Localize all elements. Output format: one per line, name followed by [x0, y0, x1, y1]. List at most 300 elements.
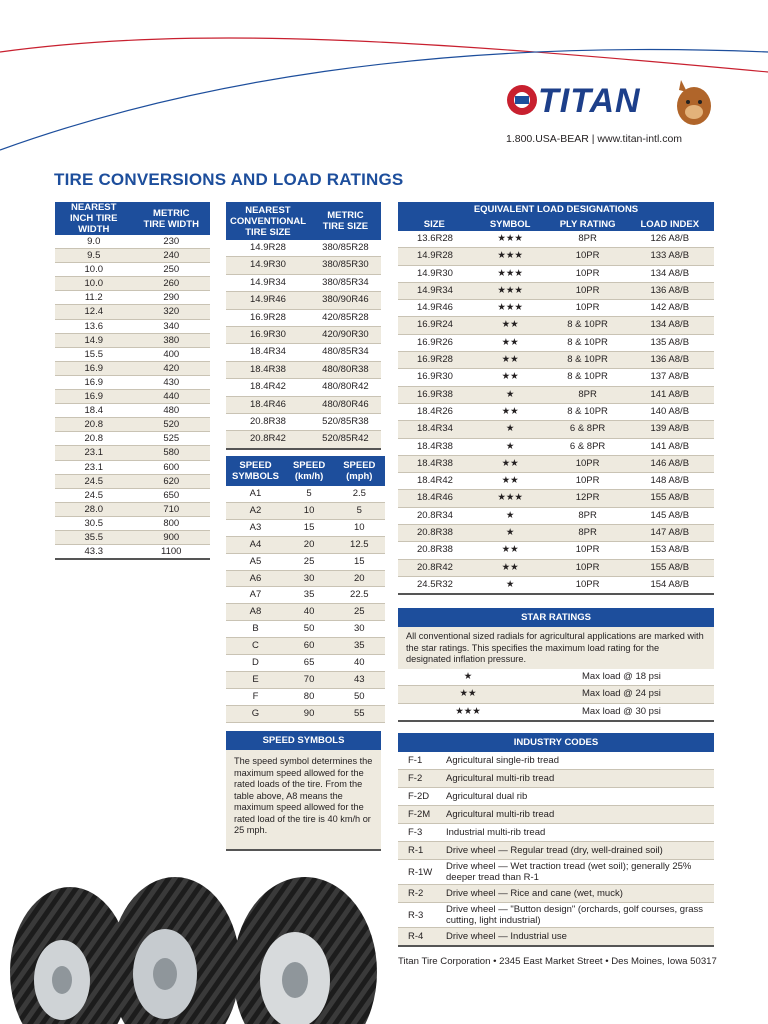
- table-cell: Max load @ 30 psi: [538, 703, 714, 721]
- table-row: [398, 421, 714, 438]
- table-cell: 22.5: [333, 587, 385, 604]
- table-cell: 50: [285, 621, 333, 638]
- table-cell: 30: [285, 570, 333, 587]
- table-cell: 18.4R34: [398, 421, 471, 438]
- table-cell: 20.8R38: [398, 525, 471, 542]
- table-cell: D: [226, 655, 285, 672]
- table-cell: 10PR: [550, 559, 626, 576]
- table-cell: 16.9R26: [398, 334, 471, 351]
- table-cell: 145 A8/B: [626, 507, 715, 524]
- table-row: [226, 519, 385, 536]
- table-cell: 14.9R30: [226, 257, 310, 274]
- table-row: [398, 525, 714, 542]
- table-cell: 20.8R42: [398, 559, 471, 576]
- table-cell: 10: [333, 519, 385, 536]
- table-cell: 43: [333, 671, 385, 688]
- table-cell: 260: [133, 277, 211, 291]
- table-row: [398, 559, 714, 576]
- table-cell: 10PR: [550, 248, 626, 265]
- table-row: [226, 536, 385, 553]
- table-cell: 8 & 10PR: [550, 334, 626, 351]
- table-cell: 136 A8/B: [626, 352, 715, 369]
- table-row: [226, 240, 381, 257]
- table-cell: 430: [133, 375, 211, 389]
- table-row: [398, 282, 714, 299]
- table-row: [398, 473, 714, 490]
- column-header: SPEED (km/h): [285, 456, 333, 486]
- table-cell: 155 A8/B: [626, 559, 715, 576]
- table-row: [55, 319, 210, 333]
- table-cell: 155 A8/B: [626, 490, 715, 507]
- table-row: [55, 361, 210, 375]
- industry-codes-table: [398, 752, 714, 947]
- table-row: [55, 249, 210, 263]
- table-cell: 525: [133, 432, 211, 446]
- table-cell: ★★★: [471, 231, 550, 248]
- table-cell: 520/85R38: [310, 414, 381, 431]
- table-cell: ★: [471, 576, 550, 594]
- table-cell: ★★★: [471, 490, 550, 507]
- table-cell: 8 & 10PR: [550, 317, 626, 334]
- tire-width-table: [55, 202, 210, 560]
- table-cell: 18.4R46: [398, 490, 471, 507]
- load-table-super-header: EQUIVALENT LOAD DESIGNATIONS: [398, 202, 714, 217]
- table-row: [226, 379, 381, 396]
- table-row: [398, 248, 714, 265]
- table-cell: ★★: [471, 352, 550, 369]
- table-cell: F-2M: [398, 806, 446, 824]
- table-cell: 420/90R30: [310, 327, 381, 344]
- table-cell: 710: [133, 502, 211, 516]
- table-row: [398, 703, 714, 721]
- table-cell: 16.9R30: [226, 327, 310, 344]
- table-cell: 380/85R30: [310, 257, 381, 274]
- contact-info: 1.800.USA-BEAR | www.titan-intl.com: [506, 133, 683, 145]
- table-row: [398, 903, 714, 928]
- table-cell: 290: [133, 291, 211, 305]
- table-cell: 18.4R46: [226, 396, 310, 413]
- table-cell: ★★: [471, 542, 550, 559]
- table-cell: ★★★: [471, 265, 550, 282]
- table-cell: 600: [133, 460, 211, 474]
- table-row: [226, 309, 381, 326]
- table-cell: 250: [133, 263, 211, 277]
- table-cell: Max load @ 18 psi: [538, 669, 714, 686]
- table-cell: 24.5R32: [398, 576, 471, 594]
- table-row: [398, 752, 714, 770]
- table-cell: 153 A8/B: [626, 542, 715, 559]
- table-cell: 8 & 10PR: [550, 369, 626, 386]
- table-cell: 420/85R28: [310, 309, 381, 326]
- table-cell: 135 A8/B: [626, 334, 715, 351]
- table-cell: 126 A8/B: [626, 231, 715, 248]
- table-cell: ★★: [398, 686, 538, 703]
- table-cell: 146 A8/B: [626, 455, 715, 472]
- table-cell: 900: [133, 530, 211, 544]
- star-ratings-heading: STAR RATINGS: [398, 608, 714, 627]
- table-cell: ★★: [471, 334, 550, 351]
- table-cell: 134 A8/B: [626, 265, 715, 282]
- table-row: [55, 235, 210, 249]
- table-cell: 14.9R34: [226, 274, 310, 291]
- table-cell: 18.4: [55, 404, 133, 418]
- table-row: [55, 291, 210, 305]
- table-row: [398, 265, 714, 282]
- table-row: [55, 488, 210, 502]
- table-cell: 15.5: [55, 347, 133, 361]
- table-cell: ★: [471, 421, 550, 438]
- table-cell: 10PR: [550, 542, 626, 559]
- table-cell: 141 A8/B: [626, 386, 715, 403]
- table-cell: 43.3: [55, 545, 133, 560]
- conversion-table: [226, 202, 381, 450]
- table-cell: 55: [333, 705, 385, 722]
- table-cell: 25: [285, 553, 333, 570]
- table-row: [55, 404, 210, 418]
- table-cell: 14.9R46: [226, 292, 310, 309]
- speed-symbols-text: The speed symbol determines the maximum speed allowed for the rated loads of the tire. From the table above, A8 means the maximum speed allowed for the rated load of the tire is 40 km/h or 25 mph.: [226, 750, 381, 851]
- table-row: [55, 418, 210, 432]
- table-cell: 10PR: [550, 455, 626, 472]
- table-cell: 10PR: [550, 473, 626, 490]
- table-cell: 10: [285, 502, 333, 519]
- table-cell: 2.5: [333, 486, 385, 502]
- table-cell: F: [226, 688, 285, 705]
- table-cell: 480/80R46: [310, 396, 381, 413]
- table-cell: 12.5: [333, 536, 385, 553]
- table-cell: 13.6R28: [398, 231, 471, 248]
- table-cell: 8 & 10PR: [550, 352, 626, 369]
- table-cell: 14.9R28: [398, 248, 471, 265]
- table-cell: 14.9R46: [398, 300, 471, 317]
- table-cell: 1100: [133, 545, 211, 560]
- table-cell: A1: [226, 486, 285, 502]
- table-cell: G: [226, 705, 285, 722]
- table-cell: 620: [133, 474, 211, 488]
- table-row: [226, 414, 381, 431]
- table-cell: Drive wheel — Regular tread (dry, well-drained soil): [446, 842, 714, 860]
- industry-codes-heading: INDUSTRY CODES: [398, 733, 714, 752]
- table-row: [55, 263, 210, 277]
- table-cell: Drive wheel — Industrial use: [446, 928, 714, 947]
- table-cell: 400: [133, 347, 211, 361]
- table-row: [398, 490, 714, 507]
- table-row: [226, 705, 385, 722]
- table-cell: 520/85R42: [310, 431, 381, 449]
- table-cell: 10.0: [55, 263, 133, 277]
- table-row: [226, 587, 385, 604]
- table-cell: 16.9R24: [398, 317, 471, 334]
- table-row: [398, 507, 714, 524]
- table-row: [226, 292, 381, 309]
- table-row: [226, 655, 385, 672]
- column-header: PLY RATING: [550, 217, 626, 231]
- table-cell: 8PR: [550, 386, 626, 403]
- table-cell: 142 A8/B: [626, 300, 715, 317]
- table-cell: ★: [471, 438, 550, 455]
- table-cell: 230: [133, 235, 211, 249]
- table-cell: 139 A8/B: [626, 421, 715, 438]
- table-row: [226, 431, 381, 449]
- table-cell: 16.9R38: [398, 386, 471, 403]
- table-cell: 23.1: [55, 446, 133, 460]
- table-cell: 25: [333, 604, 385, 621]
- table-cell: 10PR: [550, 576, 626, 594]
- column-header: METRIC TIRE WIDTH: [133, 202, 211, 235]
- column-header: LOAD INDEX: [626, 217, 715, 231]
- table-cell: Agricultural single-rib tread: [446, 752, 714, 770]
- table-row: [226, 257, 381, 274]
- footer-address: Titan Tire Corporation • 2345 East Market Street • Des Moines, Iowa 50317: [398, 956, 717, 967]
- table-row: [226, 671, 385, 688]
- table-cell: 20.8: [55, 432, 133, 446]
- table-row: [398, 788, 714, 806]
- table-cell: 8PR: [550, 231, 626, 248]
- table-cell: 18.4R38: [398, 438, 471, 455]
- table-cell: 580: [133, 446, 211, 460]
- table-cell: 650: [133, 488, 211, 502]
- column-header: NEAREST CONVENTIONAL TIRE SIZE: [226, 202, 310, 240]
- star-ratings-table: [398, 669, 714, 722]
- column-header: METRIC TIRE SIZE: [310, 202, 381, 240]
- table-row: [226, 621, 385, 638]
- table-cell: 16.9: [55, 390, 133, 404]
- table-cell: F-2: [398, 770, 446, 788]
- table-cell: Agricultural multi-rib tread: [446, 770, 714, 788]
- table-cell: 14.9R34: [398, 282, 471, 299]
- table-cell: 480: [133, 404, 211, 418]
- table-cell: 18.4R38: [398, 455, 471, 472]
- table-cell: 35.5: [55, 530, 133, 544]
- table-cell: 10.0: [55, 277, 133, 291]
- table-cell: 90: [285, 705, 333, 722]
- table-cell: 15: [333, 553, 385, 570]
- table-cell: 380/90R46: [310, 292, 381, 309]
- table-cell: R-4: [398, 928, 446, 947]
- bear-mascot-icon: [677, 80, 711, 125]
- table-cell: 154 A8/B: [626, 576, 715, 594]
- table-cell: 6 & 8PR: [550, 438, 626, 455]
- table-row: [55, 390, 210, 404]
- table-cell: 8PR: [550, 525, 626, 542]
- table-cell: 9.0: [55, 235, 133, 249]
- table-row: [55, 333, 210, 347]
- table-cell: 16.9R28: [398, 352, 471, 369]
- table-row: [398, 231, 714, 248]
- load-designations-table: [398, 202, 714, 595]
- table-row: [398, 317, 714, 334]
- table-row: [398, 542, 714, 559]
- table-cell: 16.9: [55, 361, 133, 375]
- table-cell: Industrial multi-rib tread: [446, 824, 714, 842]
- page-title: TIRE CONVERSIONS AND LOAD RATINGS: [54, 170, 404, 189]
- table-cell: 5: [285, 486, 333, 502]
- table-cell: 16.9R30: [398, 369, 471, 386]
- column-header: SPEED SYMBOLS: [226, 456, 285, 486]
- star-ratings-text: All conventional sized radials for agricultural applications are marked with the star ratings. This specifies the maximum load rating for the designated inflation pressure.: [398, 627, 714, 669]
- table-row: [398, 455, 714, 472]
- table-cell: ★: [471, 507, 550, 524]
- table-cell: ★: [398, 669, 538, 686]
- table-cell: 20.8R42: [226, 431, 310, 449]
- table-row: [55, 530, 210, 544]
- table-cell: 30: [333, 621, 385, 638]
- table-cell: F-1: [398, 752, 446, 770]
- table-row: [226, 361, 381, 378]
- table-cell: 23.1: [55, 460, 133, 474]
- table-cell: 440: [133, 390, 211, 404]
- table-cell: A6: [226, 570, 285, 587]
- speed-symbols-heading: SPEED SYMBOLS: [226, 731, 381, 750]
- table-row: [226, 553, 385, 570]
- table-row: [398, 842, 714, 860]
- table-cell: 420: [133, 361, 211, 375]
- table-cell: 35: [333, 638, 385, 655]
- table-row: [398, 860, 714, 885]
- table-cell: 60: [285, 638, 333, 655]
- table-cell: A2: [226, 502, 285, 519]
- table-cell: 6 & 8PR: [550, 421, 626, 438]
- table-cell: 133 A8/B: [626, 248, 715, 265]
- table-row: [55, 446, 210, 460]
- tires-image: [0, 862, 380, 1024]
- table-row: [226, 570, 385, 587]
- table-cell: 136 A8/B: [626, 282, 715, 299]
- table-cell: 14.9: [55, 333, 133, 347]
- table-cell: 12.4: [55, 305, 133, 319]
- table-cell: 14.9R28: [226, 240, 310, 257]
- table-row: [398, 369, 714, 386]
- table-cell: ★★: [471, 369, 550, 386]
- table-row: [398, 576, 714, 594]
- table-cell: 13.6: [55, 319, 133, 333]
- table-row: [398, 770, 714, 788]
- table-cell: 134 A8/B: [626, 317, 715, 334]
- table-row: [55, 516, 210, 530]
- table-cell: ★★★: [471, 248, 550, 265]
- table-cell: 8PR: [550, 507, 626, 524]
- table-cell: 14.9R30: [398, 265, 471, 282]
- table-row: [55, 545, 210, 560]
- table-cell: R-1: [398, 842, 446, 860]
- table-row: [398, 352, 714, 369]
- table-cell: 5: [333, 502, 385, 519]
- table-cell: 480/80R38: [310, 361, 381, 378]
- table-row: [226, 688, 385, 705]
- table-row: [226, 638, 385, 655]
- speed-table: [226, 456, 385, 723]
- table-cell: R-3: [398, 903, 446, 928]
- table-row: [398, 928, 714, 947]
- table-cell: 147 A8/B: [626, 525, 715, 542]
- table-cell: ★★: [471, 317, 550, 334]
- table-cell: 28.0: [55, 502, 133, 516]
- table-cell: A3: [226, 519, 285, 536]
- table-cell: A5: [226, 553, 285, 570]
- table-cell: 40: [285, 604, 333, 621]
- table-cell: 240: [133, 249, 211, 263]
- table-cell: 70: [285, 671, 333, 688]
- table-row: [226, 486, 385, 502]
- table-cell: F-3: [398, 824, 446, 842]
- table-cell: R-1W: [398, 860, 446, 885]
- table-cell: 16.9R28: [226, 309, 310, 326]
- table-row: [398, 300, 714, 317]
- table-row: [226, 274, 381, 291]
- table-row: [55, 277, 210, 291]
- table-cell: Drive wheel — "Button design" (orchards, golf courses, grass cutting, light industrial): [446, 903, 714, 928]
- table-row: [55, 347, 210, 361]
- table-cell: 800: [133, 516, 211, 530]
- table-cell: ★★★: [471, 282, 550, 299]
- table-cell: 141 A8/B: [626, 438, 715, 455]
- table-cell: 80: [285, 688, 333, 705]
- table-cell: ★: [471, 386, 550, 403]
- table-cell: B: [226, 621, 285, 638]
- table-cell: Agricultural dual rib: [446, 788, 714, 806]
- table-row: [55, 305, 210, 319]
- logo-wordmark: TITAN: [538, 82, 641, 120]
- table-row: [398, 334, 714, 351]
- column-header: SPEED (mph): [333, 456, 385, 486]
- table-cell: 480/80R42: [310, 379, 381, 396]
- table-cell: 9.5: [55, 249, 133, 263]
- table-cell: 24.5: [55, 474, 133, 488]
- table-row: [226, 327, 381, 344]
- table-cell: 20: [333, 570, 385, 587]
- table-row: [55, 432, 210, 446]
- table-cell: ★★: [471, 455, 550, 472]
- table-cell: 20.8: [55, 418, 133, 432]
- table-cell: 35: [285, 587, 333, 604]
- table-cell: 140 A8/B: [626, 403, 715, 420]
- table-cell: 50: [333, 688, 385, 705]
- table-cell: Drive wheel — Wet traction tread (wet soil); generally 25% deeper tread than R-1: [446, 860, 714, 885]
- table-cell: ★: [471, 525, 550, 542]
- table-row: [398, 386, 714, 403]
- table-cell: Agricultural multi-rib tread: [446, 806, 714, 824]
- table-cell: 380/85R34: [310, 274, 381, 291]
- table-cell: 20: [285, 536, 333, 553]
- table-row: [398, 686, 714, 703]
- table-row: [398, 885, 714, 903]
- table-cell: Max load @ 24 psi: [538, 686, 714, 703]
- table-cell: ★★★: [471, 300, 550, 317]
- table-row: [398, 403, 714, 420]
- table-row: [226, 502, 385, 519]
- table-cell: E: [226, 671, 285, 688]
- table-cell: 148 A8/B: [626, 473, 715, 490]
- table-cell: 480/85R34: [310, 344, 381, 361]
- table-cell: ★★★: [398, 703, 538, 721]
- table-cell: A4: [226, 536, 285, 553]
- table-cell: 380/85R28: [310, 240, 381, 257]
- table-cell: A7: [226, 587, 285, 604]
- column-header: NEAREST INCH TIRE WIDTH: [55, 202, 133, 235]
- table-cell: 24.5: [55, 488, 133, 502]
- table-cell: 15: [285, 519, 333, 536]
- table-cell: 20.8R38: [226, 414, 310, 431]
- table-row: [398, 669, 714, 686]
- table-cell: 18.4R42: [226, 379, 310, 396]
- table-cell: 520: [133, 418, 211, 432]
- table-cell: 340: [133, 319, 211, 333]
- table-cell: 18.4R38: [226, 361, 310, 378]
- table-cell: 10PR: [550, 300, 626, 317]
- table-cell: R-2: [398, 885, 446, 903]
- table-row: [398, 806, 714, 824]
- table-cell: 16.9: [55, 375, 133, 389]
